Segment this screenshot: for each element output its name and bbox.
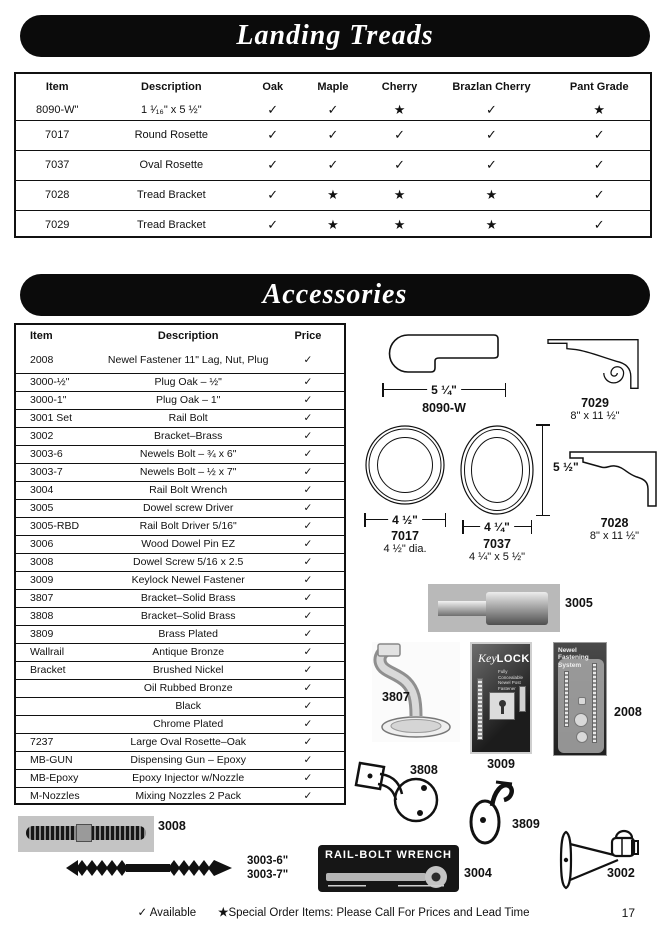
table-row	[16, 625, 344, 643]
dimension-line	[542, 424, 543, 516]
description-cell: Rail Bolt	[105, 409, 272, 427]
table-row	[16, 180, 650, 210]
price-availability-mark: ✓	[272, 427, 344, 445]
item-cell: 3008	[16, 553, 105, 571]
table-row	[16, 661, 344, 679]
figure-size: 8" x 11 ½"	[589, 530, 640, 542]
table-row	[16, 150, 650, 180]
price-availability-mark: ✓	[272, 517, 344, 535]
item-cell: MB-Epoxy	[16, 769, 105, 787]
dimension-tick	[462, 520, 464, 534]
landing-treads-table	[14, 72, 652, 238]
item-cell: Wallrail	[16, 643, 105, 661]
width-dimension	[382, 383, 506, 397]
item-cell	[16, 679, 105, 697]
figure-label: 3003-6"	[247, 855, 289, 867]
item-cell: 8090-W"	[35, 103, 79, 116]
hanger-bolt-drawing	[62, 852, 242, 884]
item-cell: 3003-7	[16, 463, 105, 481]
oval-rosette-drawing	[460, 424, 534, 516]
description-cell: Brushed Nickel	[105, 661, 272, 679]
price-availability-mark: ✓	[272, 733, 344, 751]
height-dimension	[536, 424, 550, 516]
item-cell: 3000-½"	[16, 373, 105, 391]
page-number: 17	[621, 906, 635, 920]
item-cell: 7029	[16, 210, 98, 240]
landing-treads-grid	[16, 74, 650, 240]
dimension-tick	[505, 383, 507, 397]
dimension-value: 4 ¼"	[480, 520, 514, 534]
description-cell: Dispensing Gun – Epoxy	[105, 751, 272, 769]
maple-availability-mark: ★	[301, 180, 364, 210]
description-cell: Newels Bolt – ½ x 7"	[105, 463, 272, 481]
item-cell: 3005	[16, 499, 105, 517]
brazlan-cherry-availability-mark: ✓	[434, 120, 548, 150]
item-cell: 3000-1"	[16, 391, 105, 409]
figure-7017	[364, 424, 446, 555]
item-cell: 3006	[16, 535, 105, 553]
table-row	[16, 733, 344, 751]
item-cell: 3002	[16, 427, 105, 445]
wrench-photo	[318, 864, 459, 890]
item-cell: Bracket	[16, 661, 105, 679]
price-availability-mark: ✓	[272, 589, 344, 607]
figure-7028	[567, 449, 662, 542]
package-title: RAIL-BOLT WRENCH	[325, 849, 452, 861]
accessories-title: Accessories	[262, 279, 408, 310]
dimension-tick	[531, 520, 533, 534]
figure-label: 3809	[512, 817, 540, 831]
col-description: Description	[157, 330, 219, 342]
price-availability-mark: ✓	[303, 353, 313, 366]
brazlan-cherry-availability-mark: ★	[434, 180, 548, 210]
dimension-tick	[364, 513, 366, 527]
description-cell: Bracket–Brass	[105, 427, 272, 445]
dimension-tick	[445, 513, 447, 527]
col-price: Price	[294, 330, 322, 342]
pant-grade-availability-mark: ★	[593, 101, 606, 117]
fastener-part	[519, 686, 526, 712]
item-cell: 3808	[16, 607, 105, 625]
photo-3008-dowel-screw	[18, 816, 154, 852]
figure-label: 7037	[483, 537, 511, 551]
dimension-value: 5 ½"	[553, 460, 579, 474]
price-availability-mark: ✓	[272, 751, 344, 769]
description-cell: Keylock Newel Fastener	[105, 571, 272, 589]
price-availability-mark: ✓	[272, 715, 344, 733]
special-order-label: Special Order Items: Please Call For Prices and Lead Time	[228, 907, 530, 919]
figure-label: 3002	[607, 866, 635, 880]
keylock-brand	[472, 644, 530, 667]
figure-label: 8090-W	[422, 401, 466, 415]
header-row	[16, 74, 650, 100]
maple-availability-mark: ✓	[301, 150, 364, 180]
cherry-availability-mark: ✓	[365, 120, 435, 150]
width-dimension	[462, 520, 532, 534]
item-cell: 2008	[30, 353, 54, 366]
item-cell: 7017	[16, 120, 98, 150]
item-cell	[16, 697, 105, 715]
description-cell: Wood Dowel Pin EZ	[105, 535, 272, 553]
description-cell: Round Rosette	[98, 120, 244, 150]
lag-screw	[592, 663, 597, 743]
price-availability-mark: ✓	[272, 463, 344, 481]
price-availability-mark: ✓	[272, 697, 344, 715]
description-cell: 1 ¹⁄₁₆" x 5 ½"	[141, 103, 202, 116]
table-row	[16, 210, 650, 240]
threaded-rod	[477, 678, 483, 740]
description-cell: Tread Bracket	[98, 180, 244, 210]
pant-grade-availability-mark: ✓	[549, 210, 651, 240]
brazlan-cherry-availability-mark: ✓	[434, 150, 548, 180]
star-icon: ★	[218, 907, 229, 919]
handrail-bracket-drawing	[468, 778, 514, 848]
table-row	[16, 373, 344, 391]
figure-7037	[460, 424, 579, 566]
oak-availability-mark: ✓	[244, 150, 301, 180]
price-availability-mark: ✓	[272, 661, 344, 679]
round-rosette-drawing	[364, 424, 446, 506]
figure-3002	[556, 820, 640, 899]
figure-8090w	[378, 332, 510, 415]
table-row	[16, 679, 344, 697]
figure-label: 3807	[382, 690, 410, 704]
brand-key: Key	[478, 651, 497, 665]
dimension-value: 4 ½"	[388, 513, 422, 527]
table-row	[16, 769, 344, 787]
pant-grade-availability-mark: ✓	[549, 120, 651, 150]
description-cell: Epoxy Injector w/Nozzle	[105, 769, 272, 787]
table-row	[16, 553, 344, 571]
price-availability-mark: ✓	[272, 373, 344, 391]
item-cell: 3005-RBD	[16, 517, 105, 535]
package-3004-rail-bolt-wrench	[318, 845, 459, 892]
dimension-tick	[536, 424, 550, 426]
col-maple: Maple	[317, 81, 349, 93]
table-row	[16, 715, 344, 733]
cherry-availability-mark: ✓	[365, 150, 435, 180]
figure-3809	[468, 778, 514, 853]
pant-grade-availability-mark: ✓	[549, 150, 651, 180]
price-availability-mark: ✓	[272, 625, 344, 643]
item-cell: 3807	[16, 589, 105, 607]
table-row	[16, 787, 344, 805]
accessories-grid	[16, 325, 344, 805]
col-cherry: Cherry	[381, 81, 418, 93]
available-label: Available	[149, 907, 197, 919]
description-cell: Black	[105, 697, 272, 715]
table-row	[16, 697, 344, 715]
keylock-plate	[489, 692, 515, 720]
description-cell: Bracket–Solid Brass	[105, 589, 272, 607]
price-availability-mark: ✓	[272, 481, 344, 499]
item-cell: M-Nozzles	[16, 787, 105, 805]
figure-label: 3003-7"	[247, 869, 289, 881]
col-brazlan-cherry: Brazlan Cherry	[452, 81, 531, 93]
table-row	[16, 589, 344, 607]
item-cell	[16, 715, 105, 733]
item-cell: 7237	[16, 733, 105, 751]
description-cell: Dowel Screw 5/16 x 2.5	[105, 553, 272, 571]
item-cell: MB-GUN	[16, 751, 105, 769]
description-cell: Tread Bracket	[98, 210, 244, 240]
col-item: Item	[45, 81, 69, 93]
figure-label: 3008	[158, 819, 186, 833]
brazlan-cherry-availability-mark: ✓	[485, 101, 497, 117]
landing-treads-body	[16, 100, 650, 240]
brand-lock: LOCK	[496, 653, 530, 665]
diameter-dimension	[364, 513, 446, 527]
tread-bracket-drawing	[540, 337, 646, 391]
maple-availability-mark: ✓	[327, 101, 339, 117]
price-availability-mark: ✓	[272, 409, 344, 427]
price-availability-mark: ✓	[272, 787, 344, 805]
figure-label: 3808	[410, 763, 438, 777]
description-cell: Oval Rosette	[98, 150, 244, 180]
table-row	[16, 463, 344, 481]
price-availability-mark: ✓	[272, 643, 344, 661]
nut-part	[578, 697, 586, 705]
maple-availability-mark: ✓	[301, 120, 364, 150]
oak-availability-mark: ✓	[244, 210, 301, 240]
description-cell: Large Oval Rosette–Oak	[105, 733, 272, 751]
price-availability-mark: ✓	[272, 571, 344, 589]
maple-availability-mark: ★	[301, 210, 364, 240]
figure-3003	[62, 852, 242, 889]
cherry-availability-mark: ★	[393, 101, 406, 117]
table-row	[16, 517, 344, 535]
package-2008-newel-fastening	[553, 642, 607, 756]
col-pant-grade: Pant Grade	[569, 81, 629, 93]
item-cell: 7037	[16, 150, 98, 180]
available-legend	[137, 905, 196, 919]
description-cell: Plug Oak – 1"	[105, 391, 272, 409]
table-row	[16, 409, 344, 427]
price-availability-mark: ✓	[272, 679, 344, 697]
dimension-tick	[382, 383, 384, 397]
driver-shaft	[438, 601, 488, 616]
col-item: Item	[30, 330, 53, 342]
description-cell: Mixing Nozzles 2 Pack	[105, 787, 272, 805]
keyhole-icon	[501, 705, 504, 714]
tread-profile-drawing	[378, 332, 503, 376]
table-row	[16, 535, 344, 553]
brazlan-cherry-availability-mark: ★	[434, 210, 548, 240]
package-title: Newel Fastening System	[558, 647, 589, 669]
hanger-bolt	[564, 671, 569, 727]
cherry-availability-mark: ★	[365, 180, 435, 210]
table-row	[16, 100, 650, 120]
wall-rail-bracket-drawing	[556, 820, 640, 894]
oak-availability-mark: ✓	[244, 180, 301, 210]
price-availability-mark: ✓	[272, 553, 344, 571]
table-row	[16, 751, 344, 769]
description-cell: Antique Bronze	[105, 643, 272, 661]
price-availability-mark: ✓	[272, 607, 344, 625]
description-cell: Plug Oak – ½"	[105, 373, 272, 391]
plug-part	[576, 731, 588, 743]
oak-availability-mark: ✓	[244, 120, 301, 150]
figure-7029	[540, 337, 650, 422]
landing-treads-title: Landing Treads	[236, 20, 434, 51]
description-cell: Newels Bolt – ¾ x 6"	[105, 445, 272, 463]
landing-treads-banner	[20, 15, 650, 57]
description-cell: Dowel screw Driver	[105, 499, 272, 517]
price-availability-mark: ✓	[272, 535, 344, 553]
figure-label: 7028	[600, 516, 629, 530]
item-cell: 7028	[16, 180, 98, 210]
col-oak: Oak	[262, 81, 284, 93]
table-row	[16, 391, 344, 409]
screw-collar	[76, 824, 92, 842]
photo-3005-dowel-screw-driver	[428, 584, 560, 632]
col-description: Description	[141, 81, 202, 93]
accessories-header	[16, 325, 344, 347]
description-cell: Rail Bolt Driver 5/16"	[105, 517, 272, 535]
description-cell: Bracket–Solid Brass	[105, 607, 272, 625]
price-availability-mark: ✓	[272, 769, 344, 787]
photo-3807-bracket	[372, 642, 460, 742]
dimension-tick	[536, 515, 550, 517]
price-availability-mark: ✓	[272, 499, 344, 517]
table-row	[16, 499, 344, 517]
item-cell: 3009	[16, 571, 105, 589]
table-row	[16, 643, 344, 661]
table-row	[16, 120, 650, 150]
table-row	[16, 571, 344, 589]
table-row	[16, 445, 344, 463]
package-subtext: Fully Concealable Newel Post Fastener	[498, 669, 524, 691]
driver-cylinder	[486, 592, 548, 625]
special-order-legend	[218, 905, 529, 919]
item-cell: 3809	[16, 625, 105, 643]
figure-size: 8" x 11 ½"	[570, 410, 620, 422]
figure-label: 3009	[487, 757, 515, 771]
table-row	[16, 427, 344, 445]
item-cell: 3001 Set	[16, 409, 105, 427]
accessories-banner	[20, 274, 650, 316]
table-row	[16, 347, 344, 373]
plug-part	[574, 713, 588, 727]
accessories-table	[14, 323, 346, 805]
oak-availability-mark: ✓	[267, 101, 279, 117]
figure-label: 3005	[565, 596, 593, 610]
footer-legend	[0, 905, 667, 919]
figure-label: 2008	[614, 705, 642, 719]
description-cell: Brass Plated	[105, 625, 272, 643]
figure-label: 7029	[581, 396, 609, 410]
package-3009-keylock	[470, 642, 532, 754]
item-cell: 3003-6	[16, 445, 105, 463]
price-availability-mark: ✓	[272, 391, 344, 409]
header-row	[16, 325, 344, 347]
description-cell: Newel Fastener 11" Lag, Nut, Plug	[107, 353, 269, 366]
table-row	[16, 607, 344, 625]
accessories-body	[16, 347, 344, 805]
price-availability-mark: ✓	[272, 445, 344, 463]
figure-size: 4 ½" dia.	[383, 543, 427, 555]
description-cell: Chrome Plated	[105, 715, 272, 733]
table-row	[16, 481, 344, 499]
dimension-value: 5 ¼"	[427, 383, 461, 397]
pant-grade-availability-mark: ✓	[549, 180, 651, 210]
check-icon: ✓	[137, 907, 148, 919]
figure-label: 7017	[391, 529, 419, 543]
description-cell: Rail Bolt Wrench	[105, 481, 272, 499]
item-cell: 3004	[16, 481, 105, 499]
figure-size: 4 ¼" x 5 ½"	[468, 551, 526, 563]
landing-treads-header	[16, 74, 650, 100]
description-cell: Oil Rubbed Bronze	[105, 679, 272, 697]
figure-label: 3004	[464, 866, 492, 880]
cherry-availability-mark: ★	[365, 210, 435, 240]
tread-bracket-drawing	[567, 449, 659, 511]
